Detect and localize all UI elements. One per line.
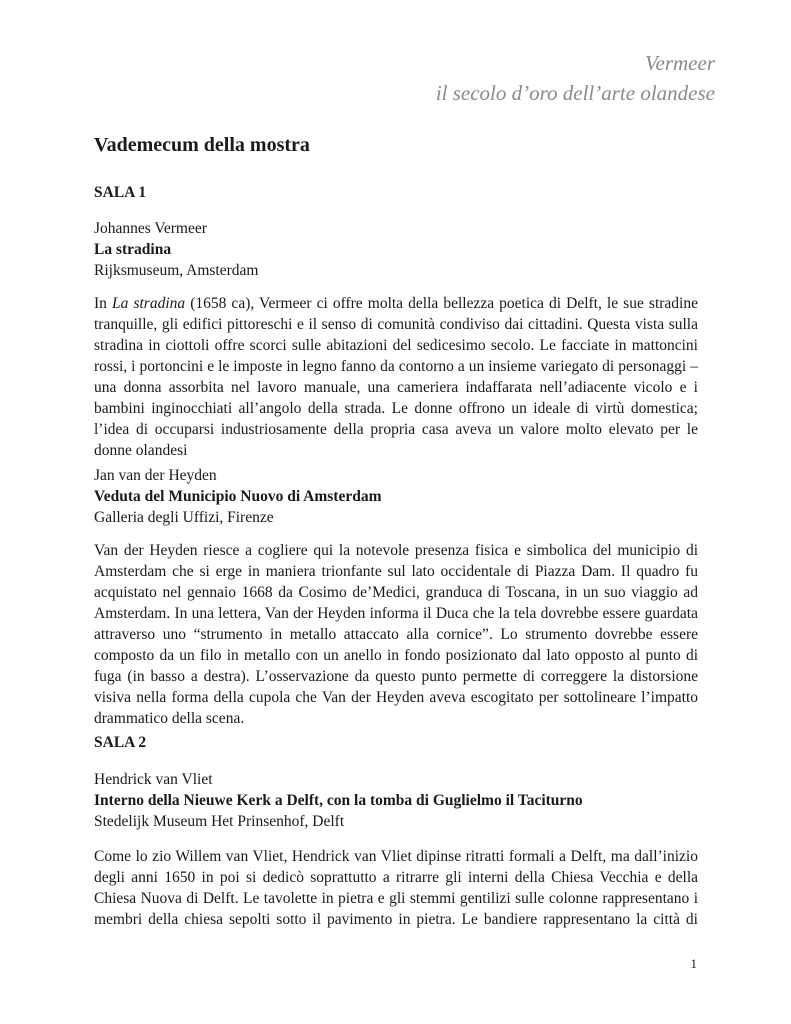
- description-italic-title: La stradina: [112, 295, 186, 312]
- section-heading-sala-2: SALA 2: [94, 734, 147, 751]
- page-number: 1: [690, 956, 697, 971]
- artwork-title: La stradina: [94, 241, 172, 258]
- document-title: Vademecum della mostra: [94, 134, 310, 156]
- artwork-title: Interno della Nieuwe Kerk a Delft, con la tomba di Guglielmo il Taciturno: [94, 792, 583, 809]
- artist-name: Hendrick van Vliet: [94, 771, 213, 788]
- artwork-location: Stedelijk Museum Het Prinsenhof, Delft: [94, 813, 345, 830]
- artwork-location: Galleria degli Uffizi, Firenze: [94, 509, 274, 526]
- header-title: Vermeer: [645, 51, 715, 75]
- artwork-location: Rijksmuseum, Amsterdam: [94, 262, 259, 279]
- artwork-caption-nieuwe-kerk: [94, 769, 698, 832]
- artwork-description-nieuwe-kerk: Come lo zio Willem van Vliet, Hendrick van Vliet dipinse ritratti formali a Delft, ma dall’inizio degli anni 1650 in poi si dedicò soprattutto a ritrarre gli interni della Chiesa Vecchia e della Chiesa Nuova di Delft. Le tavolette in pietra e gli stemmi gentilizi sulle colonne rappresentano i membri della chiesa sepolti sotto il pavimento in pietra. Le bandiere rappresentano la città di: [94, 848, 698, 928]
- artwork-caption-municipio: [94, 465, 698, 528]
- artwork-title: Veduta del Municipio Nuovo di Amsterdam: [94, 488, 382, 505]
- section-heading-sala-1: SALA 1: [94, 184, 147, 201]
- artist-name: Jan van der Heyden: [94, 467, 217, 484]
- artist-name: Johannes Vermeer: [94, 220, 207, 237]
- artwork-description-municipio: Van der Heyden riesce a cogliere qui la notevole presenza fisica e simbolica del municipio di Amsterdam che si erge in maniera trionfante sul lato occidentale di Piazza Dam. Il quadro fu acquistato nel gennaio 1668 da Cosimo de’Medici, granduca di Toscana, in un suo viaggio ad Amsterdam. In una lettera, Van der Heyden informa il Duca che la tela dovrebbe essere guardata attraverso uno “strumento in metallo attaccato alla cornice”. Lo strumento dovrebbe essere composto da un filo in metallo con un anello in fondo posizionato dal lato opposto al punto di fuga (in basso a destra). L’osservazione da questo punto permette di correggere la distorsione visiva nella forma della cupola che Van der Heyden aveva escogitato per sottolineare l’impatto drammatico della scena.: [94, 542, 698, 727]
- description-text: (1658 ca), Vermeer ci offre molta della bellezza poetica di Delft, le sue stradine tranquille, gli edifici pittoreschi e il senso di comunità condiviso dai cittadini. Questa vista sulla stradina in ciottoli offre scorci sulle abitazioni del sedicesimo secolo. Le facciate in mattoncini rossi, i portoncini e le imposte in legno fanno da contorno a un insieme variegato di personaggi – una donna assorbita nel lavoro manuale, una cameriera indaffarata nell’adiacente vicolo e i bambini inginocchiati all’angolo della strada. Le donne offrono un ideale di virtù domestica; l’idea di occuparsi industriosamente della propria casa aveva un valore molto elevato per le donne olandesi: [94, 295, 698, 459]
- header-subtitle: il secolo d’oro dell’arte olandese: [435, 81, 715, 105]
- artwork-caption-la-stradina: [94, 218, 698, 281]
- running-header: [436, 48, 715, 108]
- artwork-description-la-stradina: [94, 293, 698, 461]
- description-intro: In: [94, 295, 112, 312]
